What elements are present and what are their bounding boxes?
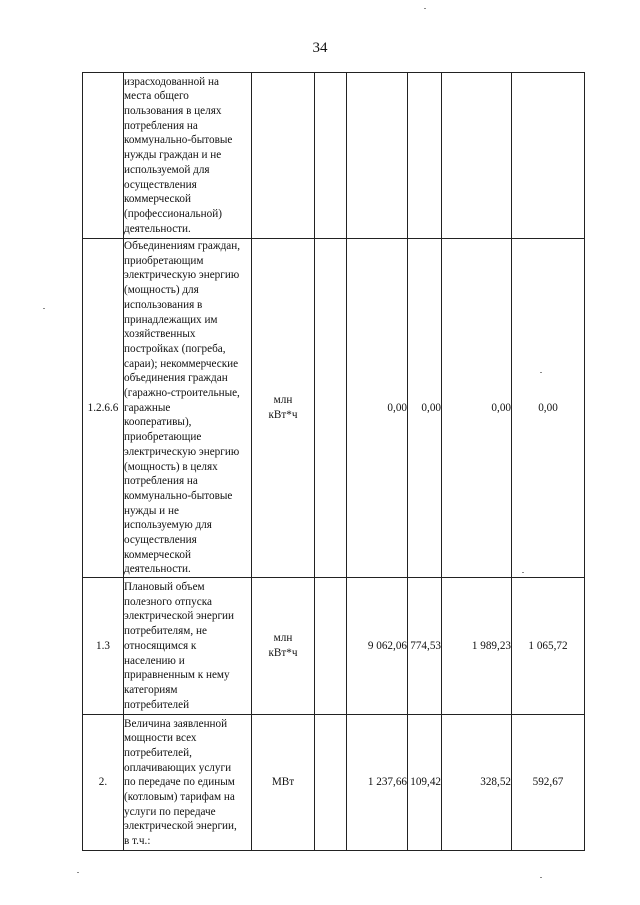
row-value-1: 0,00 [347, 239, 408, 578]
row-value-4: 0,00 [512, 239, 585, 578]
row-value-4 [512, 73, 585, 239]
scan-speck [540, 877, 542, 878]
row-value-4: 1 065,72 [512, 578, 585, 715]
row-number: 2. [83, 715, 124, 851]
empty-cell [315, 73, 347, 239]
row-unit [252, 73, 315, 239]
table-row [83, 73, 585, 239]
empty-cell [315, 578, 347, 715]
scan-speck [540, 372, 542, 373]
scan-speck [43, 308, 45, 309]
row-value-3: 1 989,23 [442, 578, 512, 715]
row-number [83, 73, 124, 239]
empty-cell [315, 715, 347, 851]
row-value-2 [408, 73, 442, 239]
row-value-1: 9 062,06 [347, 578, 408, 715]
row-name: Плановый объем полезного отпуска электрической энергии потребителям, не относящимся к населению и приравненным к нему категориям потребителей [124, 578, 252, 715]
tariff-table [82, 72, 585, 851]
row-number: 1.3 [83, 578, 124, 715]
row-value-4: 592,67 [512, 715, 585, 851]
row-value-2: 0,00 [408, 239, 442, 578]
scan-speck [77, 872, 79, 873]
row-value-3 [442, 73, 512, 239]
row-unit: млн кВт*ч [252, 578, 315, 715]
row-name: израсходованной на места общего пользования в целях потребления на коммунально-бытовые нужды граждан и не используемой для осуществления коммерческой (профессиональной) деятельности. [124, 73, 252, 239]
scan-speck [522, 572, 524, 573]
row-value-3: 328,52 [442, 715, 512, 851]
table-row [83, 715, 585, 851]
row-number: 1.2.6.6 [83, 239, 124, 578]
row-name: Объединениям граждан, приобретающим электрическую энергию (мощность) для использования в принадлежащих им хозяйственных постройках (погреба, сараи); некоммерческие объединения граждан (гаражно-строительные, гаражные кооперативы), приобретающие электрическую энергию (мощность) в целях потребления на коммунально-бытовые нужды и не используемую для осуществления коммерческой деятельности. [124, 239, 252, 578]
row-value-1: 1 237,66 [347, 715, 408, 851]
row-value-1 [347, 73, 408, 239]
empty-cell [315, 239, 347, 578]
row-unit: млн кВт*ч [252, 239, 315, 578]
row-name: Величина заявленной мощности всех потребителей, оплачивающих услуги по передаче по единым (котловым) тарифам на услуги по передаче электрической энергии, в т.ч.: [124, 715, 252, 851]
row-value-2: 774,53 [408, 578, 442, 715]
scan-speck [424, 8, 426, 9]
row-value-3: 0,00 [442, 239, 512, 578]
row-unit: МВт [252, 715, 315, 851]
table-row [83, 239, 585, 578]
page-number: 34 [312, 40, 328, 56]
row-value-2: 109,42 [408, 715, 442, 851]
table-row [83, 578, 585, 715]
